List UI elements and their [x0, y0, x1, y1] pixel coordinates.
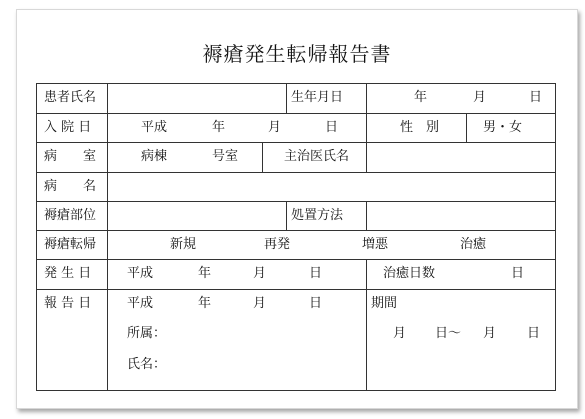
row-divider: [37, 230, 555, 231]
row-divider: [37, 142, 555, 143]
cell-divider: [466, 113, 467, 142]
treatment-method-label: 処置方法: [291, 208, 344, 223]
onset-year-unit: 年: [198, 266, 212, 281]
onset-day-unit: 日: [309, 266, 323, 281]
report-form-table: [36, 83, 556, 391]
ward-unit: 病棟: [141, 149, 168, 164]
attending-physician-label: 主治医氏名: [284, 149, 350, 164]
healing-days-label: 治癒日数: [383, 266, 436, 281]
cell-divider: [286, 201, 287, 230]
room-number-unit: 号室: [212, 149, 239, 164]
row-divider: [37, 289, 555, 290]
ulcer-outcome-label: 褥瘡転帰: [44, 237, 97, 252]
row-divider: [37, 172, 555, 173]
cell-divider: [366, 113, 367, 142]
admission-era: 平成: [141, 120, 168, 135]
label-column-divider: [107, 84, 108, 390]
onset-month-unit: 月: [253, 266, 267, 281]
period-start-day-unit: 日〜: [435, 326, 462, 341]
row-divider: [37, 259, 555, 260]
ulcer-site-label: 褥瘡部位: [44, 208, 97, 223]
admission-year-unit: 年: [212, 120, 226, 135]
room-label: 病 室: [44, 149, 97, 164]
document-title: 褥瘡発生転帰報告書: [202, 42, 392, 66]
outcome-option-new: 新規: [170, 237, 197, 252]
healing-days-unit: 日: [511, 266, 525, 281]
onset-date-label: 発 生 日: [44, 266, 92, 281]
period-end-day-unit: 日: [527, 326, 541, 341]
birth-day-unit: 日: [529, 90, 543, 105]
cell-divider: [366, 259, 367, 390]
reporter-name-label: 氏名：: [127, 357, 167, 372]
report-sheet: [16, 9, 578, 409]
period-label: 期間: [371, 296, 398, 311]
cell-divider: [262, 142, 263, 172]
row-divider: [37, 113, 555, 114]
birth-month-unit: 月: [473, 90, 487, 105]
row-divider: [37, 201, 555, 202]
outcome-option-healed: 治癒: [460, 237, 487, 252]
report-date-label: 報 告 日: [44, 296, 92, 311]
birth-date-label: 生年月日: [291, 90, 344, 105]
affiliation-label: 所属：: [127, 326, 167, 341]
admission-date-label: 入 院 日: [44, 120, 92, 135]
diagnosis-label: 病 名: [44, 179, 97, 194]
period-start-month-unit: 月: [393, 326, 407, 341]
sex-options: 男・女: [483, 120, 523, 135]
report-year-unit: 年: [198, 296, 212, 311]
report-month-unit: 月: [253, 296, 267, 311]
period-end-month-unit: 月: [483, 326, 497, 341]
onset-era: 平成: [127, 266, 154, 281]
cell-divider: [366, 142, 367, 172]
report-day-unit: 日: [309, 296, 323, 311]
admission-month-unit: 月: [268, 120, 282, 135]
outcome-option-recurrence: 再発: [264, 237, 291, 252]
birth-year-unit: 年: [414, 90, 428, 105]
patient-name-label: 患者氏名: [44, 90, 97, 105]
sex-label: 性 別: [400, 120, 440, 135]
cell-divider: [366, 84, 367, 113]
cell-divider: [286, 84, 287, 113]
admission-day-unit: 日: [325, 120, 339, 135]
cell-divider: [366, 201, 367, 230]
report-era: 平成: [127, 296, 154, 311]
outcome-option-worsening: 増悪: [362, 237, 389, 252]
